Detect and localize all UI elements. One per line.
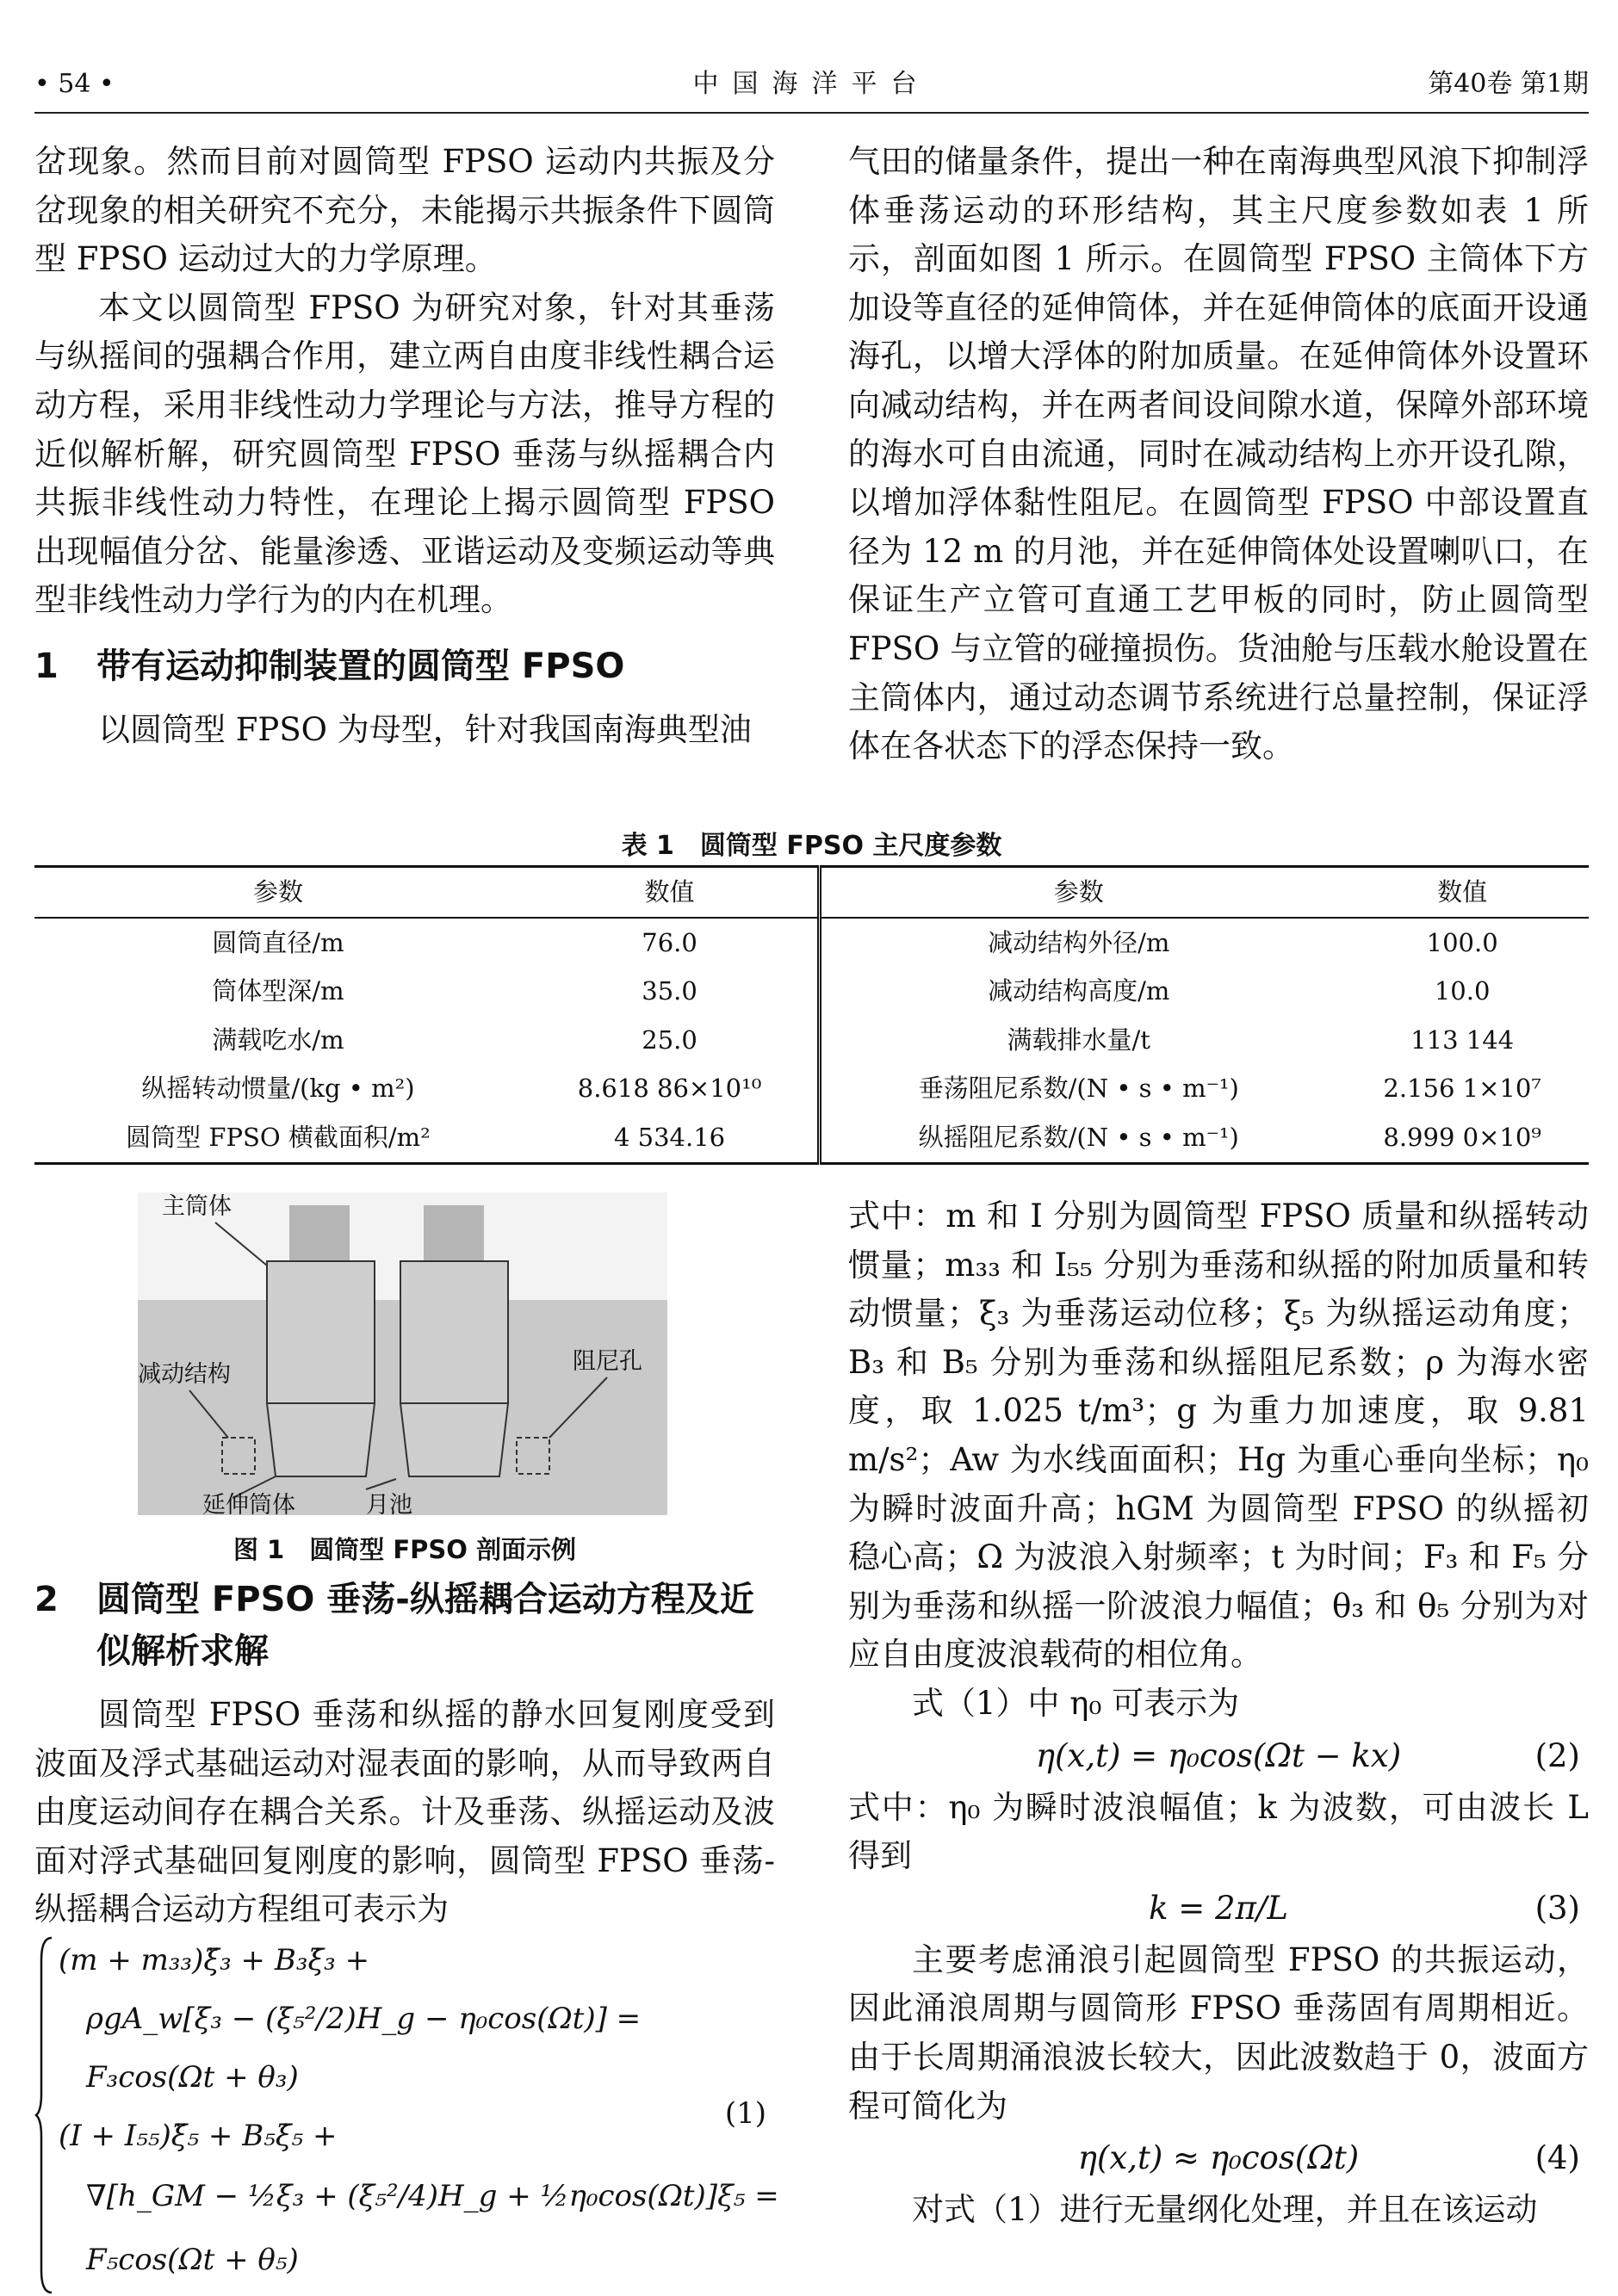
table-header-cell: 参数: [252, 877, 303, 907]
header-rule: [34, 112, 1589, 114]
param-value-cell: 10.0: [1434, 976, 1491, 1006]
equation-line: F₅cos(Ωt + θ₅): [86, 2242, 299, 2277]
figure-1: [138, 1192, 667, 1515]
equation-number: (3): [1534, 1889, 1580, 1927]
table-row: [34, 918, 1589, 968]
left-column-top: [34, 138, 775, 755]
equation-3: [848, 1881, 1589, 1936]
param-name-cell: 筒体型深/m: [212, 976, 344, 1006]
label-damping-hole: 阻尼孔: [573, 1348, 642, 1375]
table-row: [34, 967, 1589, 1016]
section-title: 圆筒型 FPSO 垂荡-纵摇耦合运动方程及近似解析求解: [96, 1580, 754, 1671]
paragraph: 式中：η₀ 为瞬时波浪幅值；k 为波数，可由波长 L 得到: [848, 1788, 1589, 1875]
paragraph: 主要考虑涌浪引起圆筒型 FPSO 的共振运动，因此涌浪周期与圆筒形 FPSO 垂荡固有周期相近。由于长周期涌浪波长较大，因此波数趋于 0，波面方程可简化为: [848, 1940, 1589, 2125]
deck-block-right: [424, 1205, 484, 1261]
equation-number: (1): [724, 2095, 766, 2131]
param-name-cell: 垂荡阻尼系数/(N • s • m⁻¹): [820, 1064, 1336, 1113]
label-main-hull: 主筒体: [162, 1193, 232, 1220]
left-brace: [34, 1934, 53, 2296]
equation-line: (I + I₅₅)ξ̈₅ + B₅ξ̇₅ +: [59, 2118, 338, 2153]
equation-1: [34, 1934, 779, 2296]
deck-block-left: [289, 1205, 350, 1261]
table-caption: 表 1 圆筒型 FPSO 主尺度参数: [621, 831, 1002, 861]
extension-hull-right: [400, 1403, 508, 1476]
param-value-cell: 8.618 86×10¹⁰: [577, 1074, 762, 1104]
leader-line: [215, 1222, 267, 1266]
param-value-cell: 35.0: [642, 976, 697, 1006]
paragraph: 气田的储量条件，提出一种在南海典型风浪下抑制浮体垂荡运动的环形结构，其主尺度参数如表 1 所示，剖面如图 1 所示。在圆筒型 FPSO 主筒体下方加设等直径的延伸筒体，并在延伸筒体的底面开设通海孔，以增大浮体的附加质量。在延伸筒体外设置环向减动结构，并在两者间设间隙水道，保障外部环境的海水可自由流通，同时在减动结构上亦开设孔隙，以增加浮体黏性阻尼。在圆筒型 FPSO 中部设置直径为 12 m 的月池，并在延伸筒体处设置喇叭口，在保证生产立管可直通工艺甲板的同时，防止圆筒型 FPSO 与立管的碰撞损伤。货油舱与压载水舱设置在主筒体内，通过动态调节系统进行总量控制，保证浮体在各状态下的浮态保持一致。: [848, 143, 1589, 765]
table-header-row: [34, 867, 1589, 918]
label-extension-hull: 延伸筒体: [202, 1492, 295, 1515]
section-heading: [34, 1574, 775, 1677]
right-column-top: [848, 138, 1589, 771]
right-column-bottom: [848, 1192, 1589, 2235]
equation-number: (4): [1534, 2139, 1580, 2177]
label-moon-pool: 月池: [366, 1492, 412, 1515]
param-value-cell: 4 534.16: [613, 1122, 726, 1152]
issue-info: 第40卷 第1期: [1428, 69, 1589, 99]
table-header-cell: 数值: [644, 877, 695, 907]
equation-number: (2): [1534, 1736, 1580, 1774]
section-number: 2: [34, 1580, 59, 1619]
param-name-cell: 纵摇阻尼系数/(N • s • m⁻¹): [820, 1113, 1336, 1163]
equation-line: F₃cos(Ωt + θ₃): [86, 2059, 299, 2095]
param-name-cell: 减动结构外径/m: [820, 918, 1336, 968]
table-row: [34, 1113, 1589, 1163]
equation-line: (m + m₃₃)ξ̈₃ + B₃ξ̇₃ +: [59, 1942, 370, 1977]
param-value-cell: 76.0: [642, 927, 697, 957]
journal-name: 中国海洋平台: [692, 69, 931, 99]
param-name-cell: 圆筒直径/m: [212, 927, 344, 957]
equation-4: [848, 2131, 1589, 2186]
param-value-cell: 8.999 0×10⁹: [1383, 1122, 1541, 1152]
table-row: [34, 1064, 1589, 1113]
equation-text: k = 2π/L: [1149, 1889, 1288, 1927]
table-header-cell: 数值: [1437, 877, 1488, 907]
paragraph: 岔现象。然而目前对圆筒型 FPSO 运动内共振及分岔现象的相关研究不充分，未能揭示共振条件下圆筒型 FPSO 运动过大的力学原理。: [34, 143, 775, 278]
paragraph: 对式（1）进行无量纲化处理，并且在该运动: [912, 2191, 1538, 2229]
section-number: 1: [34, 646, 59, 686]
section-heading: [34, 641, 775, 692]
param-name-cell: 减动结构高度/m: [820, 967, 1336, 1016]
paragraph: 圆筒型 FPSO 垂荡和纵摇的静水回复刚度受到波面及浮式基础运动对湿表面的影响，从而导致两自由度运动间存在耦合关系。计及垂荡、纵摇运动及波面对浮式基础回复刚度的影响，圆筒型 FPSO 垂荡-纵摇耦合运动方程组可表示为: [34, 1696, 775, 1928]
param-value-cell: 2.156 1×10⁷: [1383, 1074, 1541, 1104]
param-name-cell: 满载吃水/m: [212, 1024, 344, 1055]
left-column-bottom: [34, 1574, 779, 2296]
paragraph: 式（1）中 η₀ 可表示为: [912, 1684, 1240, 1722]
paragraph: 式中：m 和 I 分别为圆筒型 FPSO 质量和纵摇转动惯量；m₃₃ 和 I₅₅ 分别为垂荡和纵摇的附加质量和转动惯量；ξ₃ 为垂荡运动位移；ξ₅ 为纵摇运动角度；B₃ 和 B₅ 分别为垂荡和纵摇阻尼系数；ρ 为海水密度，取 1.025 t/m³；g 为重力加速度，取 9.81 m/s²；Aw 为水线面面积；Hg 为重心垂向坐标；η₀ 为瞬时波面升高；hGM 为圆筒型 FPSO 的纵摇初稳心高；Ω 为波浪入射频率；t 为时间；F₃ 和 F₅ 分别为垂荡和纵摇一阶波浪力幅值；θ₃ 和 θ₅ 分别为对应自由度波浪载荷的相位角。: [848, 1198, 1589, 1674]
parameter-table: [34, 865, 1589, 1165]
equation-line: ∇[h_GM − ½ξ₃ + (ξ₅²/4)H_g + ½η₀cos(Ωt)]ξ₅ =: [86, 2178, 779, 2213]
paragraph: 本文以圆筒型 FPSO 为研究对象，针对其垂荡与纵摇间的强耦合作用，建立两自由度非线性耦合运动方程，采用非线性动力学理论与方法，推导方程的近似解析解，研究圆筒型 FPSO 垂荡与纵摇耦合内共振非线性动力特性，在理论上揭示圆筒型 FPSO 出现幅值分岔、能量渗透、亚谐运动及变频运动等典型非线性动力学行为的内在机理。: [34, 288, 775, 619]
section-title: 带有运动抑制装置的圆筒型 FPSO: [96, 646, 625, 686]
param-name-cell: 圆筒型 FPSO 横截面积/m²: [126, 1122, 431, 1152]
running-head: [34, 60, 1589, 102]
table-header-cell: 参数: [820, 867, 1336, 918]
figure-caption: 图 1 圆筒型 FPSO 剖面示例: [232, 1535, 577, 1564]
main-hull-left: [267, 1261, 375, 1403]
param-name-cell: 纵摇转动惯量/(kg • m²): [141, 1074, 415, 1104]
param-value-cell: 25.0: [642, 1024, 697, 1055]
equation-line: ρgA_w[ξ₃ − (ξ₅²/2)H_g − η₀cos(Ωt)] =: [86, 2001, 642, 2036]
page-number: • 54 •: [34, 69, 115, 99]
equation-text: η(x,t) ≈ η₀cos(Ωt): [1077, 2139, 1360, 2177]
extension-hull-left: [267, 1403, 375, 1476]
main-hull-right: [400, 1261, 508, 1403]
fpso-section-diagram: [138, 1192, 667, 1515]
param-name-cell: 满载排水量/t: [820, 1016, 1336, 1065]
param-value-cell: 100.0: [1426, 927, 1498, 957]
label-damping-structure: 减动结构: [138, 1361, 231, 1388]
paragraph: 以圆筒型 FPSO 为母型，针对我国南海典型油: [98, 710, 752, 748]
table-row: [34, 1016, 1589, 1065]
param-value-cell: 113 144: [1410, 1024, 1515, 1055]
equation-2: [848, 1729, 1589, 1784]
equation-text: η(x,t) = η₀cos(Ωt − kx): [1035, 1736, 1402, 1774]
